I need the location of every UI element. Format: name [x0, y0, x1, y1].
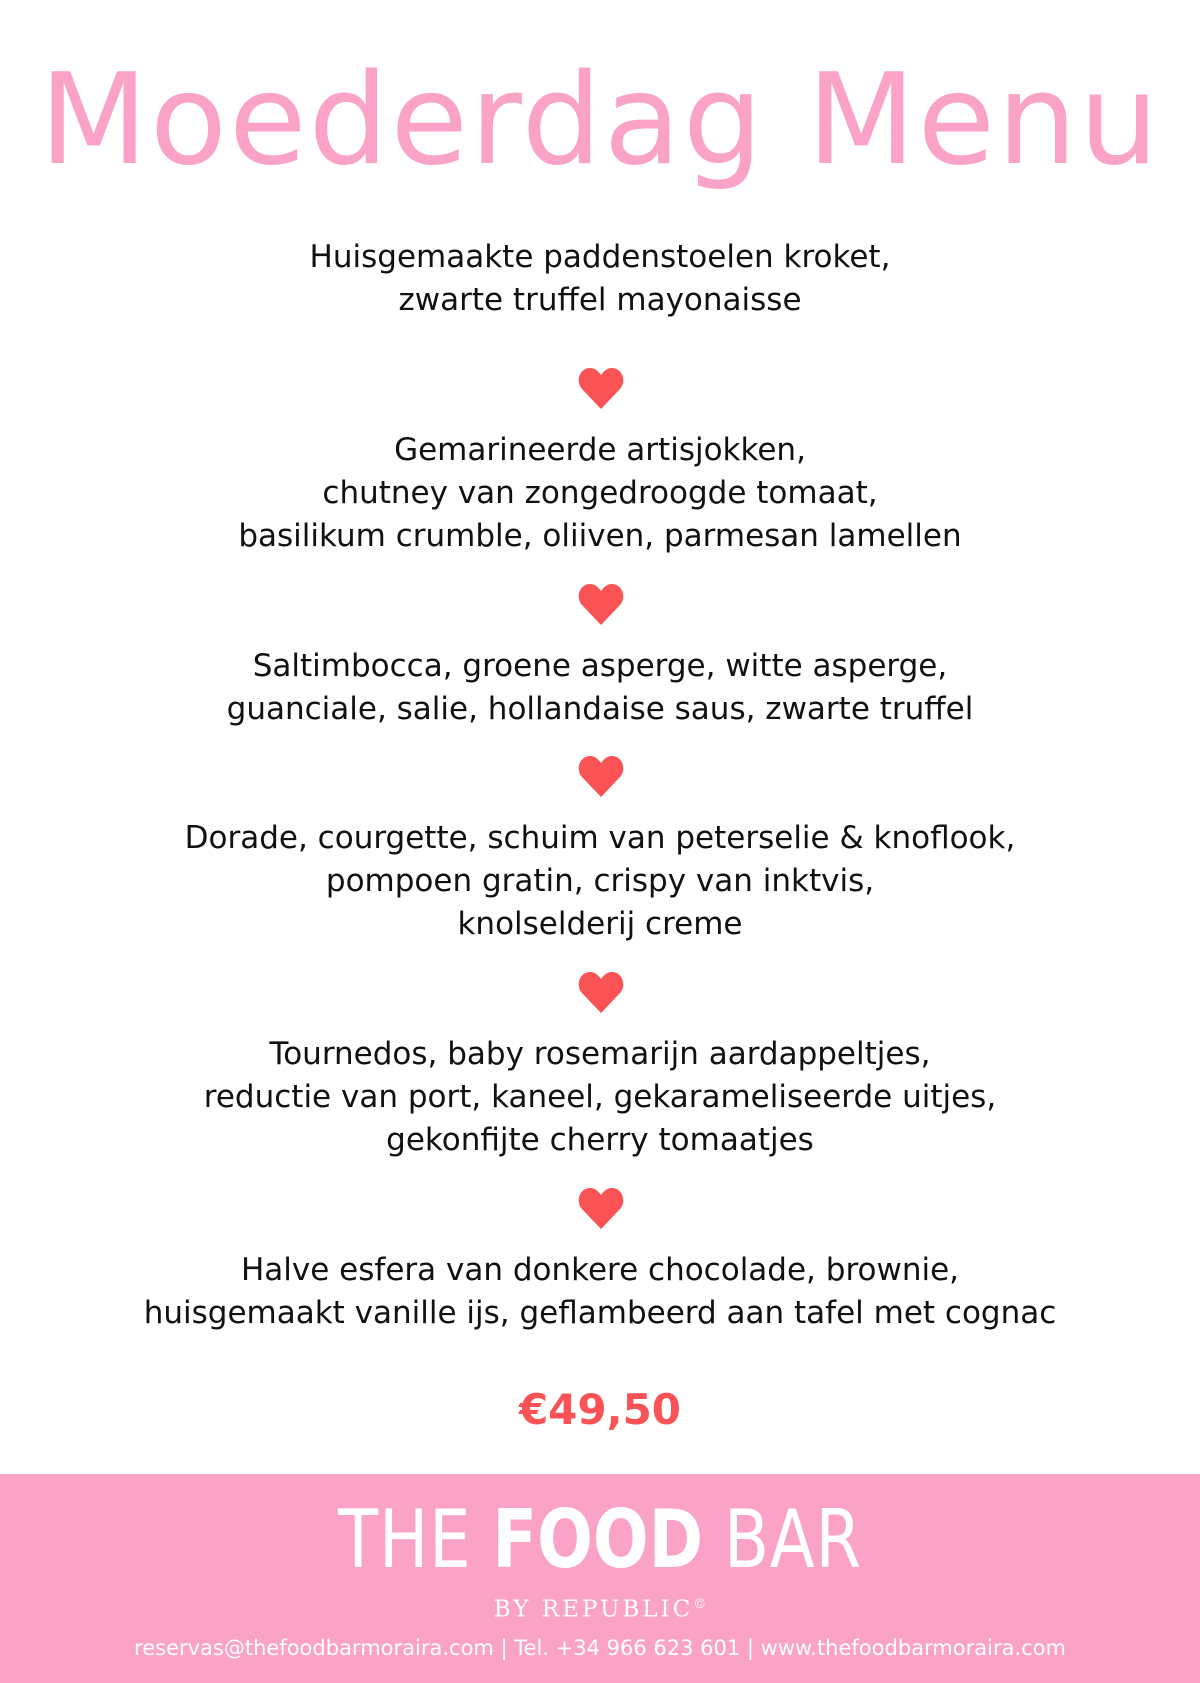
course-line: basilikum crumble, oliiven, parmesan lamellen — [238, 518, 962, 554]
heart-icon — [578, 582, 624, 626]
course-6 — [0, 1249, 1200, 1335]
heart-icon — [578, 366, 624, 410]
logo-wordmark — [108, 1492, 1092, 1588]
logo-byline-text: BY REPUBLIC — [493, 1596, 694, 1623]
menu-price: €49,50 — [518, 1385, 682, 1434]
course-line: Halve esfera van donkere chocolade, brownie, — [240, 1252, 960, 1288]
heart-icon — [578, 1186, 624, 1230]
course-4 — [0, 817, 1200, 946]
course-line: guanciale, salie, hollandaise saus, zwarte truffel — [226, 691, 974, 727]
heart-icon — [578, 754, 624, 798]
copyright-mark: © — [693, 1597, 707, 1612]
course-line: Dorade, courgette, schuim van peterselie & knoflook, — [184, 820, 1016, 856]
logo-bar: BAR — [723, 1493, 862, 1586]
course-line: pompoen gratin, crispy van inktvis, — [325, 863, 875, 899]
course-line: chutney van zongedroogde tomaat, — [322, 475, 878, 511]
course-line: Huisgemaakte paddenstoelen kroket, — [309, 239, 891, 275]
heart-icon — [578, 970, 624, 1014]
logo-food: FOOD — [492, 1493, 704, 1586]
course-3 — [0, 645, 1200, 731]
contact-info: reservas@thefoodbarmoraira.com | Tel. +34 966 623 601 | www.thefoodbarmoraira.com — [134, 1636, 1066, 1660]
course-line: zwarte truffel mayonaisse — [398, 282, 802, 318]
page-title: Moederdag Menu — [39, 46, 1161, 193]
logo-byline — [0, 1590, 1200, 1625]
course-line: gekonfijte cherry tomaatjes — [386, 1122, 814, 1158]
course-line: Gemarineerde artisjokken, — [394, 432, 806, 468]
footer-banner — [0, 1474, 1200, 1683]
course-line: Saltimbocca, groene asperge, witte asperge, — [252, 648, 948, 684]
course-5 — [0, 1033, 1200, 1162]
course-line: knolselderij creme — [457, 906, 743, 942]
logo-the: THE — [338, 1493, 472, 1586]
course-line: huisgemaakt vanille ijs, geflambeerd aan tafel met cognac — [143, 1295, 1057, 1331]
course-2 — [0, 429, 1200, 558]
course-1 — [0, 236, 1200, 322]
course-line: reductie van port, kaneel, gekarameliseerde uitjes, — [203, 1079, 997, 1115]
course-line: Tournedos, baby rosemarijn aardappeltjes, — [269, 1036, 931, 1072]
